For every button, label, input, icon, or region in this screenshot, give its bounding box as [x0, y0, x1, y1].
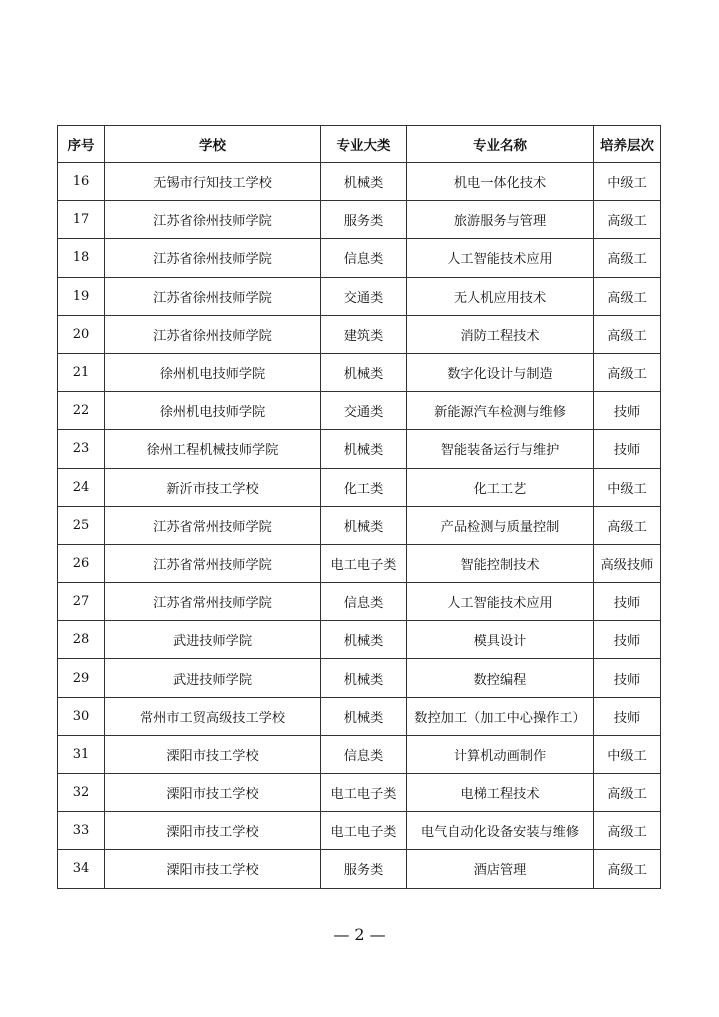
- cell-level: 高级工: [594, 353, 661, 391]
- table-row: [58, 468, 661, 506]
- table-header-row: [58, 126, 661, 163]
- cell-major: 旅游服务与管理: [407, 201, 594, 239]
- cell-school: 江苏省徐州技师学院: [105, 315, 321, 353]
- cell-index: 16: [58, 163, 105, 201]
- cell-level: 中级工: [594, 468, 661, 506]
- cell-index: 18: [58, 239, 105, 277]
- cell-school: 徐州工程机械技师学院: [105, 430, 321, 468]
- table-row: [58, 735, 661, 773]
- cell-index: 17: [58, 201, 105, 239]
- table-row: [58, 392, 661, 430]
- cell-school: 江苏省常州技师学院: [105, 506, 321, 544]
- table-row: [58, 697, 661, 735]
- cell-level: 高级技师: [594, 544, 661, 582]
- cell-school: 徐州机电技师学院: [105, 392, 321, 430]
- cell-category: 电工电子类: [321, 544, 407, 582]
- cell-school: 无锡市行知技工学校: [105, 163, 321, 201]
- cell-category: 交通类: [321, 277, 407, 315]
- table-row: [58, 812, 661, 850]
- table-row: [58, 430, 661, 468]
- cell-school: 常州市工贸高级技工学校: [105, 697, 321, 735]
- table-row: [58, 850, 661, 888]
- cell-major: 产品检测与质量控制: [407, 506, 594, 544]
- cell-level: 技师: [594, 392, 661, 430]
- cell-index: 32: [58, 774, 105, 812]
- cell-category: 服务类: [321, 201, 407, 239]
- cell-level: 高级工: [594, 201, 661, 239]
- cell-index: 25: [58, 506, 105, 544]
- table-row: [58, 506, 661, 544]
- cell-category: 机械类: [321, 506, 407, 544]
- cell-index: 33: [58, 812, 105, 850]
- cell-index: 27: [58, 583, 105, 621]
- table-row: [58, 239, 661, 277]
- cell-major: 数控加工（加工中心操作工）: [407, 697, 594, 735]
- cell-school: 溧阳市技工学校: [105, 850, 321, 888]
- table-row: [58, 163, 661, 201]
- cell-school: 武进技师学院: [105, 621, 321, 659]
- cell-index: 21: [58, 353, 105, 391]
- cell-major: 机电一体化技术: [407, 163, 594, 201]
- cell-major: 智能装备运行与维护: [407, 430, 594, 468]
- cell-index: 24: [58, 468, 105, 506]
- cell-school: 新沂市技工学校: [105, 468, 321, 506]
- cell-category: 机械类: [321, 163, 407, 201]
- cell-major: 计算机动画制作: [407, 735, 594, 773]
- cell-index: 34: [58, 850, 105, 888]
- cell-major: 电气自动化设备安装与维修: [407, 812, 594, 850]
- cell-index: 20: [58, 315, 105, 353]
- table-row: [58, 621, 661, 659]
- table-row: [58, 201, 661, 239]
- cell-school: 江苏省徐州技师学院: [105, 239, 321, 277]
- header-school: 学校: [105, 126, 321, 163]
- cell-major: 化工工艺: [407, 468, 594, 506]
- cell-index: 30: [58, 697, 105, 735]
- table-row: [58, 353, 661, 391]
- table-row: [58, 315, 661, 353]
- cell-category: 化工类: [321, 468, 407, 506]
- cell-level: 高级工: [594, 315, 661, 353]
- page-number: — 2 —: [333, 925, 386, 944]
- cell-category: 服务类: [321, 850, 407, 888]
- cell-school: 江苏省常州技师学院: [105, 583, 321, 621]
- cell-category: 电工电子类: [321, 774, 407, 812]
- cell-index: 28: [58, 621, 105, 659]
- cell-major: 模具设计: [407, 621, 594, 659]
- header-level: 培养层次: [594, 126, 661, 163]
- table-row: [58, 544, 661, 582]
- cell-school: 溧阳市技工学校: [105, 735, 321, 773]
- cell-level: 高级工: [594, 277, 661, 315]
- cell-major: 无人机应用技术: [407, 277, 594, 315]
- table-body: [58, 163, 661, 889]
- table-row: [58, 583, 661, 621]
- cell-level: 技师: [594, 659, 661, 697]
- cell-level: 技师: [594, 430, 661, 468]
- table-row: [58, 659, 661, 697]
- cell-index: 19: [58, 277, 105, 315]
- school-major-table: [57, 125, 661, 889]
- cell-major: 新能源汽车检测与维修: [407, 392, 594, 430]
- header-index: 序号: [58, 126, 105, 163]
- cell-category: 机械类: [321, 621, 407, 659]
- cell-major: 电梯工程技术: [407, 774, 594, 812]
- cell-category: 机械类: [321, 697, 407, 735]
- cell-school: 江苏省徐州技师学院: [105, 201, 321, 239]
- cell-school: 武进技师学院: [105, 659, 321, 697]
- table-row: [58, 277, 661, 315]
- cell-major: 数控编程: [407, 659, 594, 697]
- cell-school: 溧阳市技工学校: [105, 812, 321, 850]
- cell-index: 22: [58, 392, 105, 430]
- cell-category: 机械类: [321, 353, 407, 391]
- cell-category: 信息类: [321, 583, 407, 621]
- cell-level: 中级工: [594, 163, 661, 201]
- cell-level: 高级工: [594, 506, 661, 544]
- cell-major: 酒店管理: [407, 850, 594, 888]
- cell-level: 技师: [594, 697, 661, 735]
- cell-major: 智能控制技术: [407, 544, 594, 582]
- cell-index: 29: [58, 659, 105, 697]
- cell-category: 信息类: [321, 239, 407, 277]
- cell-category: 信息类: [321, 735, 407, 773]
- cell-category: 机械类: [321, 430, 407, 468]
- cell-level: 高级工: [594, 239, 661, 277]
- table-row: [58, 774, 661, 812]
- cell-level: 高级工: [594, 774, 661, 812]
- cell-index: 23: [58, 430, 105, 468]
- cell-level: 高级工: [594, 850, 661, 888]
- cell-index: 31: [58, 735, 105, 773]
- cell-school: 溧阳市技工学校: [105, 774, 321, 812]
- cell-index: 26: [58, 544, 105, 582]
- cell-major: 消防工程技术: [407, 315, 594, 353]
- cell-level: 技师: [594, 583, 661, 621]
- cell-major: 人工智能技术应用: [407, 583, 594, 621]
- cell-category: 交通类: [321, 392, 407, 430]
- cell-school: 江苏省常州技师学院: [105, 544, 321, 582]
- cell-major: 数字化设计与制造: [407, 353, 594, 391]
- header-major: 专业名称: [407, 126, 594, 163]
- cell-category: 电工电子类: [321, 812, 407, 850]
- cell-major: 人工智能技术应用: [407, 239, 594, 277]
- header-category: 专业大类: [321, 126, 407, 163]
- cell-category: 机械类: [321, 659, 407, 697]
- cell-category: 建筑类: [321, 315, 407, 353]
- cell-school: 江苏省徐州技师学院: [105, 277, 321, 315]
- cell-level: 高级工: [594, 812, 661, 850]
- cell-level: 中级工: [594, 735, 661, 773]
- cell-school: 徐州机电技师学院: [105, 353, 321, 391]
- cell-level: 技师: [594, 621, 661, 659]
